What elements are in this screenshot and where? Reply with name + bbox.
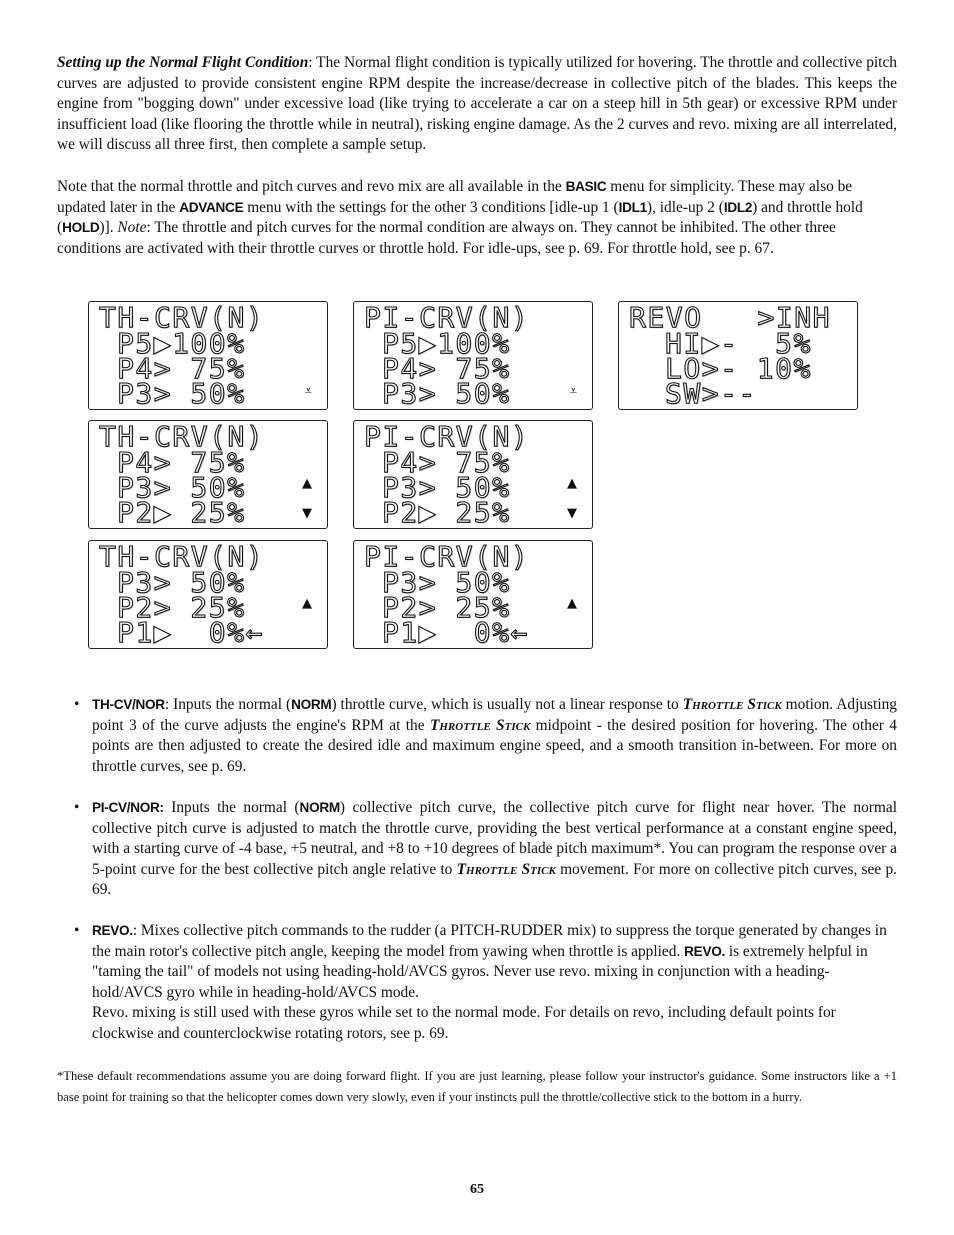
note-text-1: Note that the normal throttle and pitch curves and revo mix are all available in the	[57, 178, 566, 195]
bullet-key: TH-CV/NOR	[92, 697, 165, 712]
revo-keyword: REVO.	[684, 943, 725, 959]
bullet-pi-cv-nor	[74, 798, 897, 901]
bullet-key: REVO.	[92, 923, 133, 938]
bullet-dot: •	[74, 696, 80, 713]
lcd-throttle-curve-screen-2	[88, 420, 328, 529]
lcd-line: P1▶ 0%←	[117, 616, 264, 649]
lcd-line: P3> 50%	[117, 471, 246, 504]
lcd-title: TH-CRV(N)	[99, 301, 265, 334]
note-text-6: )].	[99, 219, 118, 237]
lcd-line: P3> 50%	[382, 566, 511, 599]
scroll-up-icon: ▲	[302, 476, 312, 491]
bullet-text: movement. For more on collective pitch curves, see p. 69.	[92, 860, 897, 899]
note-text-4: ), idle-up 2 (	[646, 198, 724, 216]
lcd-pitch-curve-screen-3	[353, 540, 593, 649]
intro-lead: Setting up the Normal Flight Condition	[57, 54, 309, 71]
scroll-up-icon: ▲	[302, 596, 312, 611]
bullet-text: Revo. mixing is still used with these gyros while set to the normal mode. For details on revo, including default points for clockwise and counterclockwise rotating rotors, see p. 69.	[92, 1004, 836, 1042]
lcd-line: P2> 25%	[117, 591, 246, 624]
bullet-dot: •	[74, 922, 80, 939]
lcd-title: PI-CRV(N)	[364, 420, 530, 453]
bullet-text: : Inputs the normal (	[164, 696, 292, 713]
lcd-throttle-curve-screen-1	[88, 301, 328, 410]
lcd-pitch-curve-screen-2	[353, 420, 593, 529]
lcd-line: P4> 75%	[382, 446, 511, 479]
throttle-stick-term: Throttle Stick	[682, 696, 782, 713]
lcd-pitch-curve-screen-1	[353, 301, 593, 410]
bullet-text: midpoint - the desired position for hovering. The other 4 points are then adjusted to create the desired idle and maximum engine speed, and a smooth transition in-between. For more on throttle curves, see p. 69.	[92, 716, 897, 775]
scroll-down-icon: ▼	[302, 506, 312, 521]
note-text-2: menu for simplicity. These may also be updated later in the	[57, 178, 853, 216]
lcd-title: TH-CRV(N)	[99, 420, 265, 453]
bullet-th-cv-nor	[74, 695, 897, 777]
footnote: *These default recommendations assume you are doing forward flight. If you are just learning, please follow your instructor's guidance. Some instructors like a +1 base point for training so that the helicopter comes down very slowly, even if your instincts pull the throttle/collective stick to the bottom in a hurry.	[57, 1069, 897, 1104]
advance-keyword: ADVANCE	[179, 199, 244, 215]
note-text-5: ) and throttle hold (	[57, 198, 863, 237]
lcd-line: P3> 50%	[382, 377, 511, 410]
bullet-key: PI-CV/NOR:	[92, 800, 164, 815]
lcd-line: P1▶ 0%←	[382, 616, 529, 649]
scroll-up-icon: ▲	[567, 596, 577, 611]
basic-keyword: BASIC	[565, 179, 607, 194]
lcd-line: P4> 75%	[117, 352, 246, 385]
lcd-line: P5▶100%	[382, 327, 511, 360]
scroll-down-icon: ▼	[567, 506, 577, 521]
lcd-line: P3> 50%	[117, 377, 246, 410]
lcd-throttle-curve-screen-3	[88, 540, 328, 649]
lcd-line: P2▶ 25%	[117, 496, 246, 529]
bullet-text: ) collective pitch curve, the collective pitch curve for flight near hover. The normal collective pitch curve is adjusted to match the throttle curve, providing the best vertical performance at a constant engine speed, with a starting curve of -4 base, +5 neutral, and +8 to +10 degrees of blade pitch maximum*. You can program the response over a 5-point curve for the best collective pitch angle relative to	[92, 799, 897, 878]
lcd-line: P2▶ 25%	[382, 496, 511, 529]
idl1-keyword: IDL1	[618, 199, 647, 215]
lcd-line: HI▶- 5%	[665, 327, 812, 360]
bullet-text: is extremely helpful in "taming the tail" of models not using heading-hold/AVCS gyros. Never use revo. mixing in conjunction with a heading-hold/AVCS gyro while in heading-hold/AVCS mode.	[92, 942, 868, 1001]
scroll-up-icon: ▲	[567, 476, 577, 491]
scroll-down-icon: ⩡	[304, 384, 312, 399]
lcd-title: PI-CRV(N)	[364, 301, 530, 334]
note-text-3: menu with the settings for the other 3 conditions [idle-up 1 (	[243, 198, 619, 216]
lcd-line: SW>--	[665, 377, 757, 410]
bullet-text: : Mixes collective pitch commands to the rudder (a PITCH-RUDDER mix) to suppress the torque generated by changes in the main rotor's collective pitch angle, keeping the model from yawing when throttle is applied.	[92, 922, 887, 960]
lcd-title: TH-CRV(N)	[99, 540, 265, 573]
note-italic: Note	[117, 219, 147, 237]
note-text-7: : The throttle and pitch curves for the normal condition are always on. They cannot be inhibited. The other three conditions are activated with their throttle curves or throttle hold. For idle-ups, see p. 69. For throttle hold, see p. 67.	[57, 219, 836, 257]
hold-keyword: HOLD	[62, 220, 100, 236]
idl2-keyword: IDL2	[723, 199, 753, 215]
lcd-line: P2> 25%	[382, 591, 511, 624]
lcd-revo-screen	[618, 301, 858, 410]
throttle-stick-term: Throttle Stick	[456, 860, 556, 878]
lcd-line: P5▶100%	[117, 327, 246, 360]
page-number: 65	[470, 1182, 484, 1197]
lcd-title: REVO >INH	[629, 301, 831, 334]
intro-paragraph	[57, 53, 897, 156]
norm-keyword: NORM	[291, 697, 332, 712]
lcd-line: P4> 75%	[382, 352, 511, 385]
lcd-line: P4> 75%	[117, 446, 246, 479]
bullet-text: ) throttle curve, which is usually not a linear response to	[331, 696, 683, 713]
note-paragraph	[57, 177, 897, 259]
scroll-down-icon: ⩡	[569, 384, 577, 399]
bullet-text: motion. Adjusting point 3 of the curve adjusts the engine's RPM at the	[92, 696, 897, 734]
bullet-revo	[74, 921, 897, 1045]
lcd-title: PI-CRV(N)	[364, 540, 530, 573]
bullet-dot: •	[74, 799, 80, 816]
lcd-line: P3> 50%	[117, 566, 246, 599]
throttle-stick-term: Throttle Stick	[429, 716, 531, 734]
lcd-line: LO>- 10%	[665, 352, 812, 385]
bullet-text: Inputs the normal (	[163, 799, 300, 816]
intro-text: : The Normal flight condition is typically utilized for hovering. The throttle and collective pitch curves are adjusted to provide consistent engine RPM despite the increase/decrease in collective pitch of the blades. This keeps the engine from "bogging down" under excessive load (like trying to accelerate a car on a steep hill in 5th gear) or excessive RPM under insufficient load (like flooring the throttle while in neutral), risking engine damage. As the 2 curves and revo. mixing are all interrelated, we will discuss all three first, then complete a sample setup.	[57, 54, 897, 154]
lcd-line: P3> 50%	[382, 471, 511, 504]
norm-keyword: NORM	[299, 800, 340, 815]
